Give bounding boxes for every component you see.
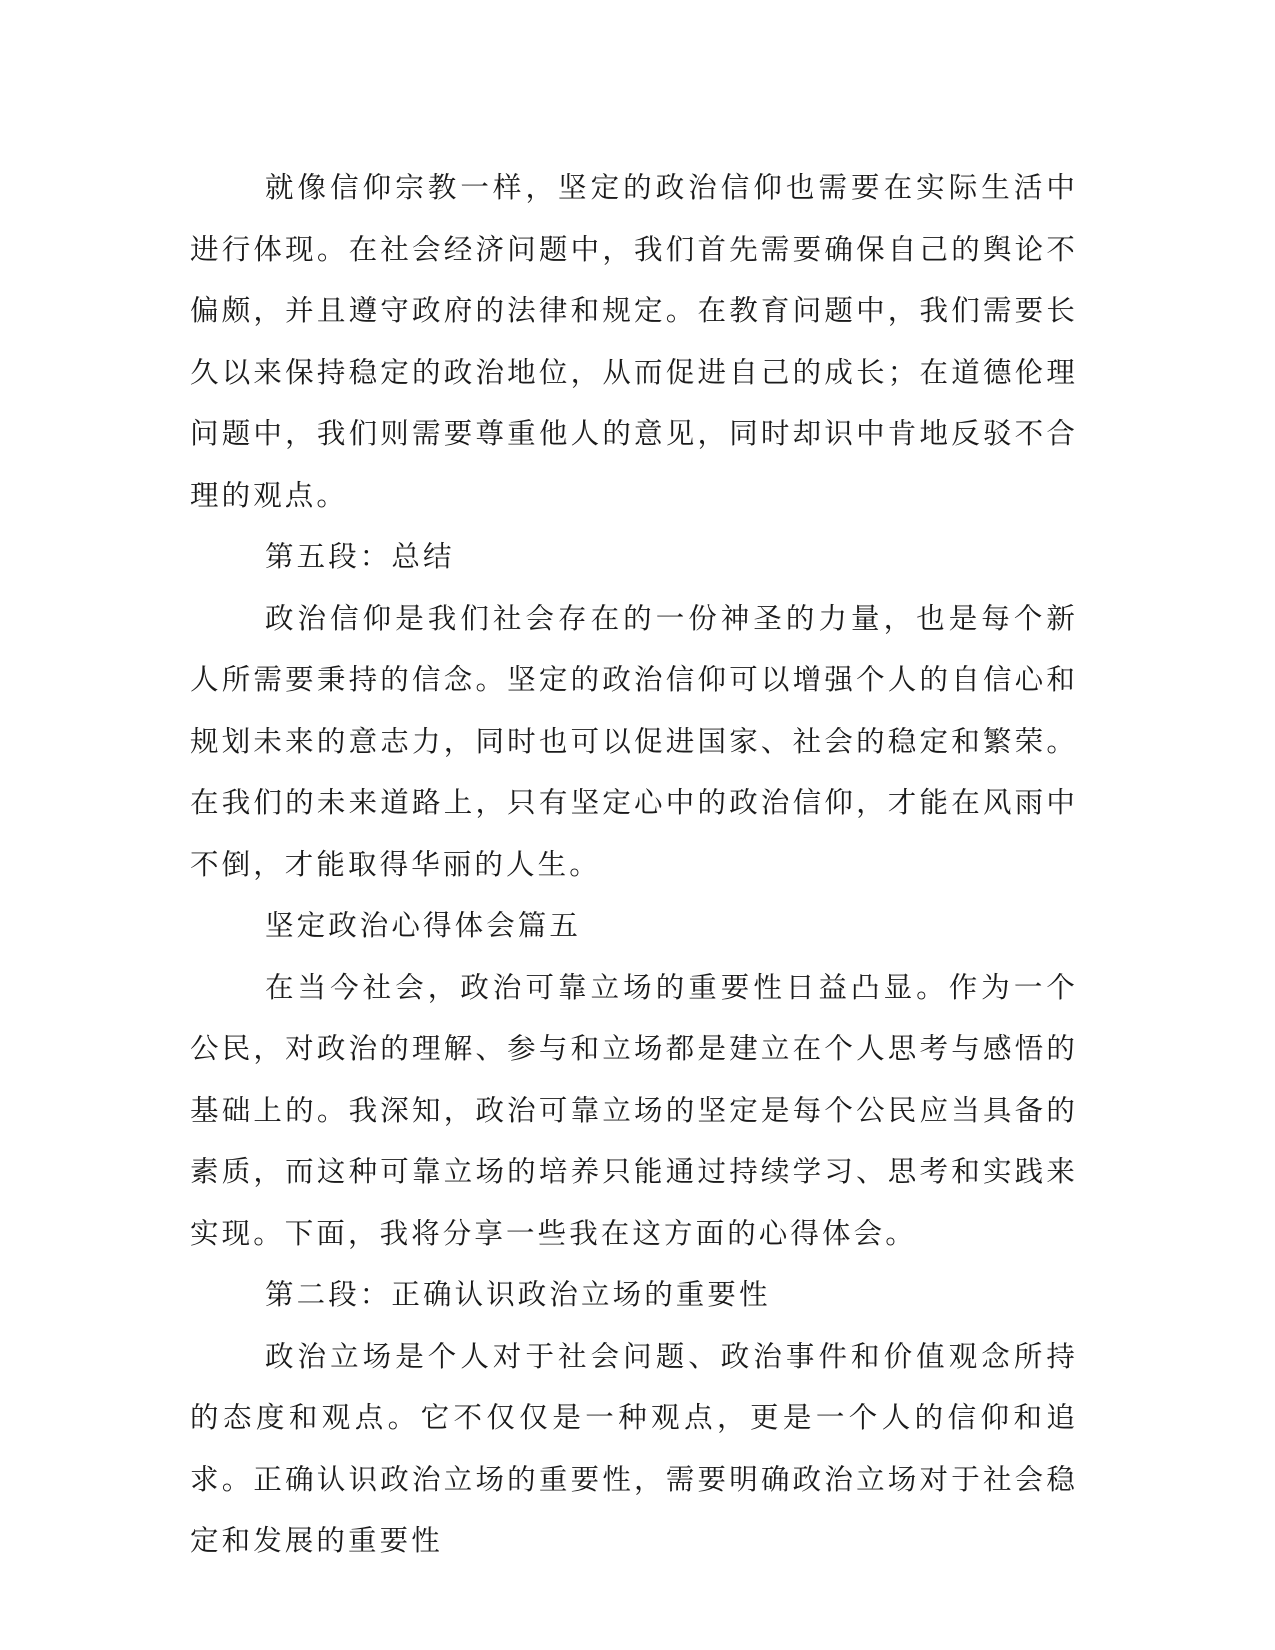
paragraph-summary: 政治信仰是我们社会存在的一份神圣的力量，也是每个新人所需要秉持的信念。坚定的政治信仰可以增强个人的自信心和规划未来的意志力，同时也可以促进国家、社会的稳定和繁荣。在我们的未来道路上，只有坚定心中的政治信仰，才能在风雨中不倒，才能取得华丽的人生。 <box>190 601 1078 881</box>
section-heading-summary: 第五段：总结 <box>265 540 455 573</box>
paragraph-importance: 政治立场是个人对于社会问题、政治事件和价值观念所持的态度和观点。它不仅仅是一种观点，更是一个人的信仰和追求。正确认识政治立场的重要性，需要明确政治立场对于社会稳定和发展的重要性 <box>190 1339 1078 1557</box>
paragraph-intro: 在当今社会，政治可靠立场的重要性日益凸显。作为一个公民，对政治的理解、参与和立场都是建立在个人思考与感悟的基础上的。我深知，政治可靠立场的坚定是每个公民应当具备的素质，而这种可靠立场的培养只能通过持续学习、思考和实践来实现。下面，我将分享一些我在这方面的心得体会。 <box>190 970 1078 1250</box>
section-heading-importance: 第二段：正确认识政治立场的重要性 <box>265 1278 771 1311</box>
article-title-part-five: 坚定政治心得体会篇五 <box>265 909 582 942</box>
paragraph-practice: 就像信仰宗教一样，坚定的政治信仰也需要在实际生活中进行体现。在社会经济问题中，我们首先需要确保自己的舆论不偏颇，并且遵守政府的法律和规定。在教育问题中，我们需要长久以来保持稳定的政治地位，从而促进自己的成长；在道德伦理问题中，我们则需要尊重他人的意见，同时却识中肯地反驳不合理的观点。 <box>190 171 1078 512</box>
document-body <box>190 157 1078 1572</box>
